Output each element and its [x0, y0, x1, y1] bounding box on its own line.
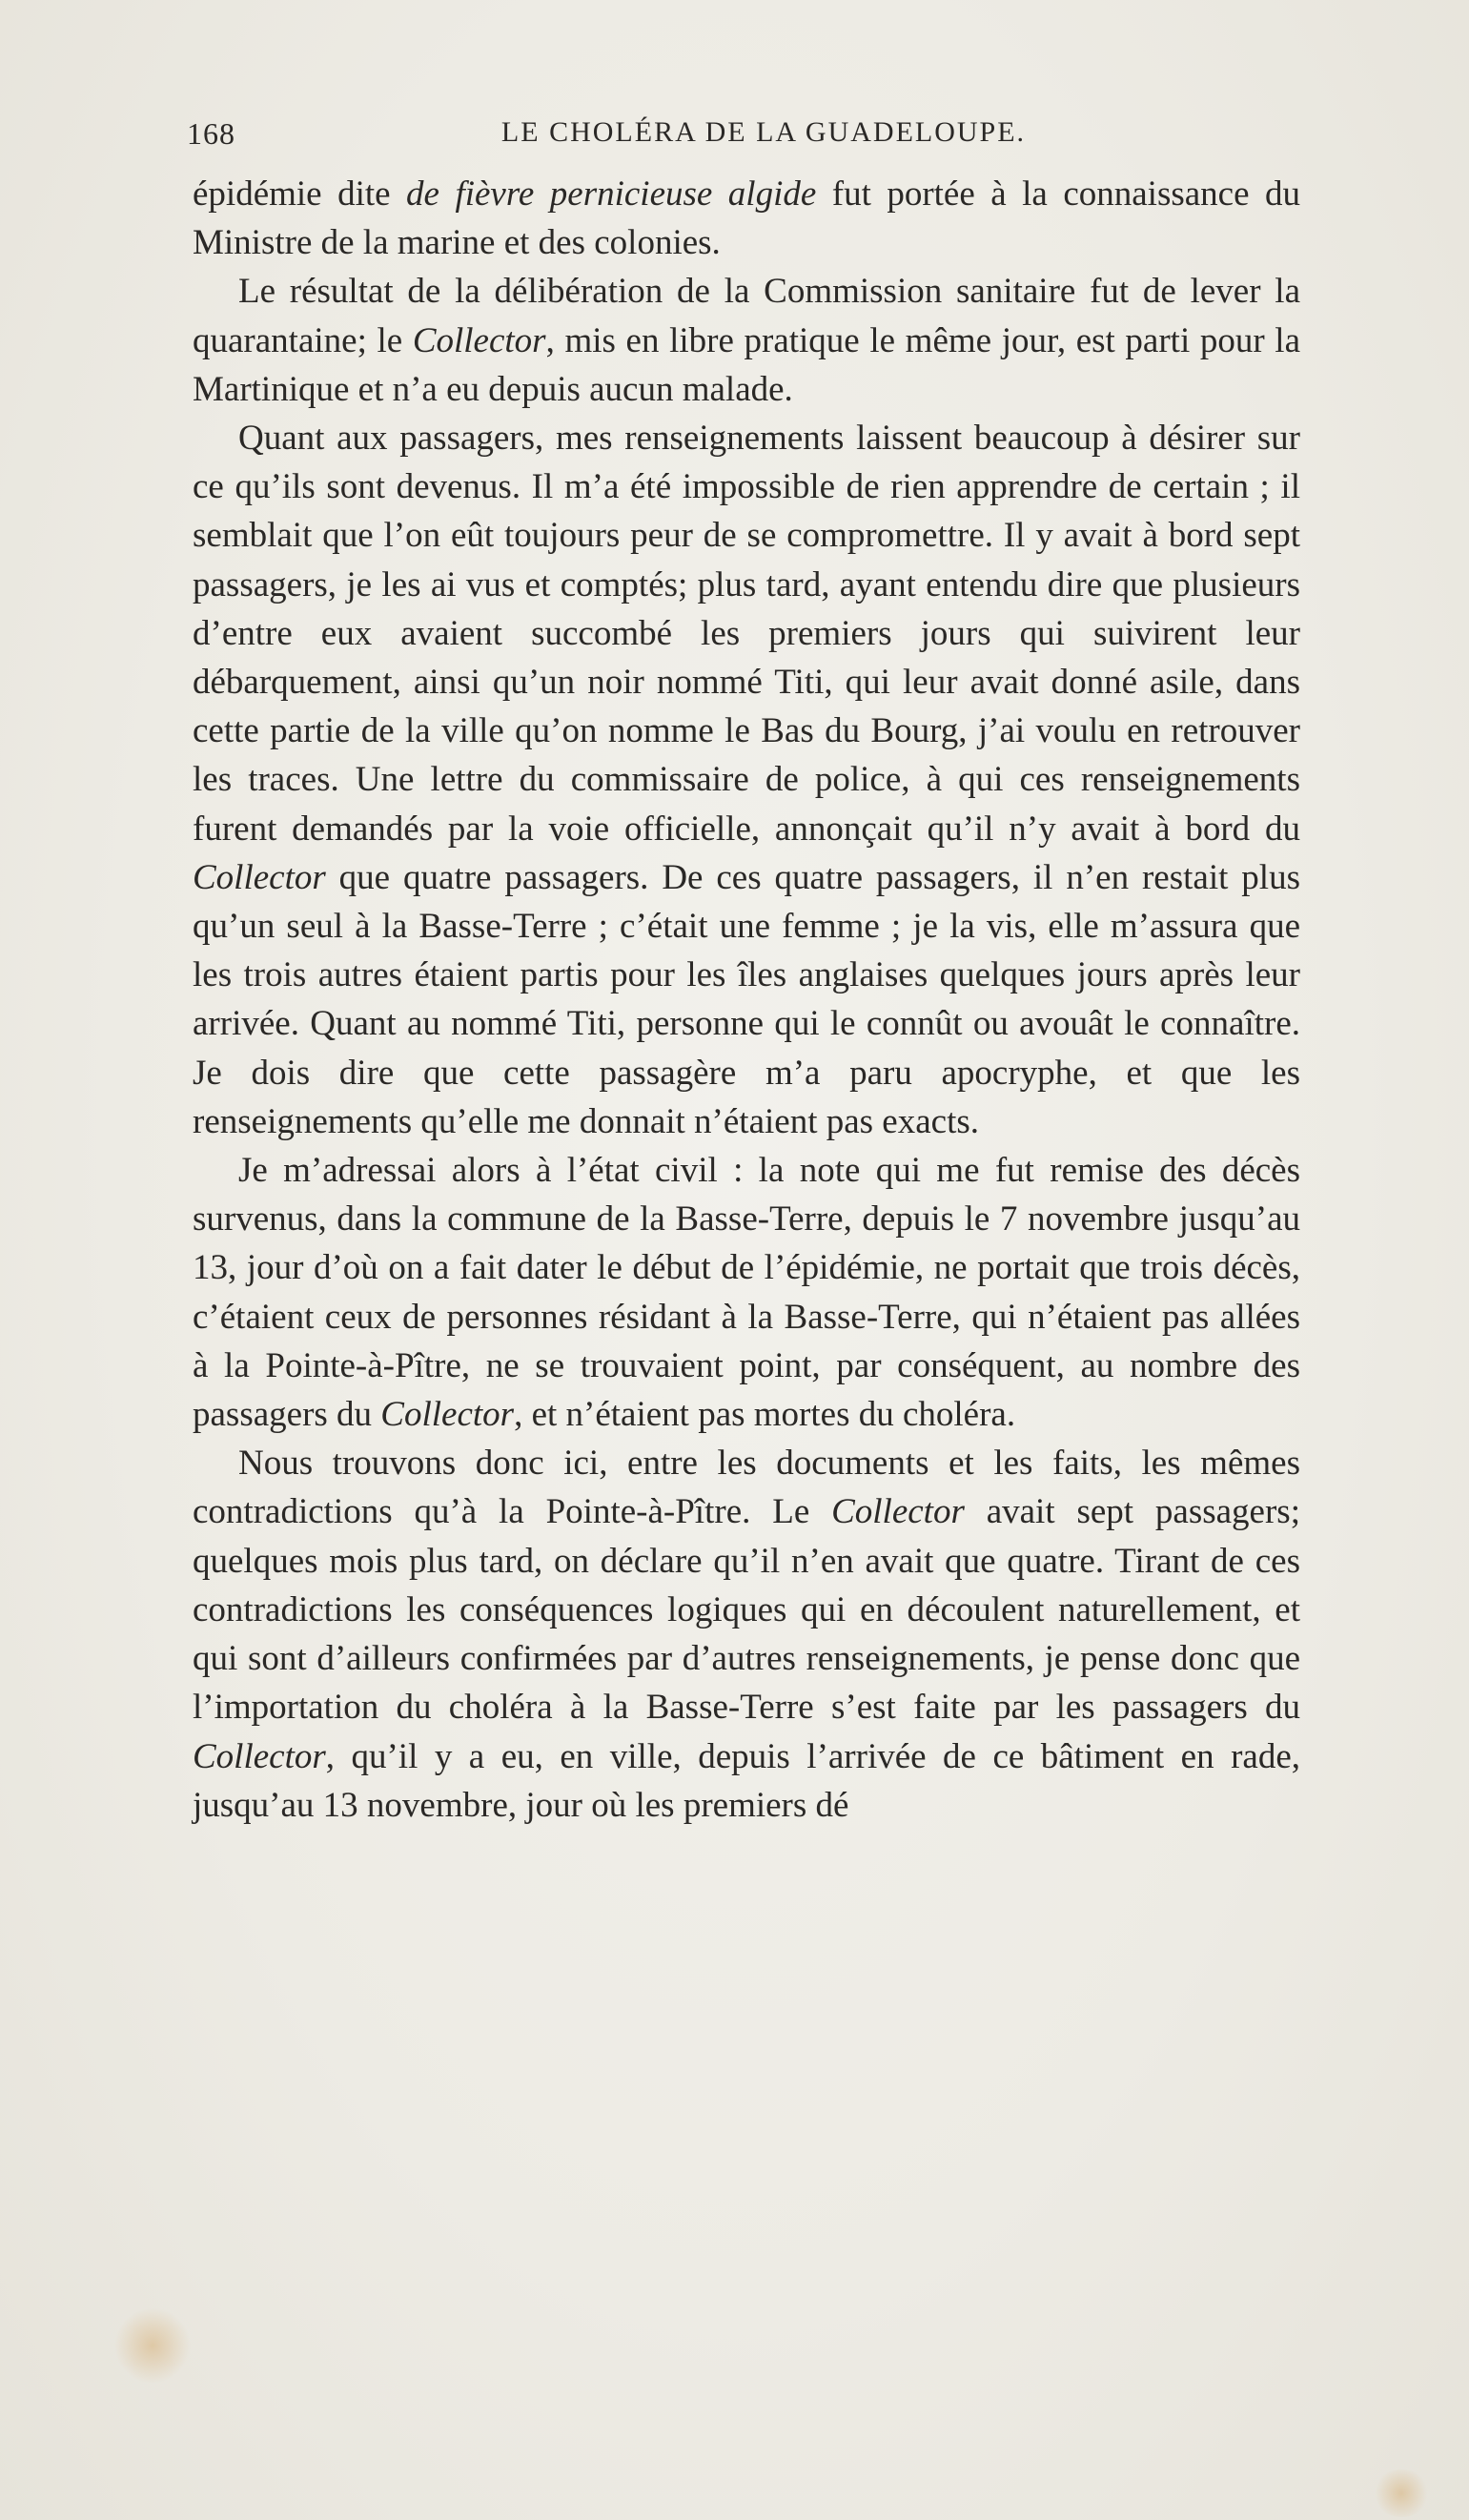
- text-run: Le résultat de la délibération de la Commission sanitaire fut de lever la quarantaine; le: [193, 272, 1300, 360]
- text-run: , mis en libre pratique le même jour, est parti pour la Martinique et n’a eu depuis aucun malade.: [193, 320, 1300, 409]
- page-header: [187, 116, 1302, 162]
- paper-stain: [1373, 2469, 1430, 2517]
- italic-text: de fièvre pernicieuse algide: [406, 174, 817, 214]
- paper-stain: [114, 2307, 191, 2384]
- body-text: [193, 170, 1300, 1830]
- paragraph: [193, 1439, 1300, 1830]
- text-run: Quant aux passagers, mes renseignements laissent beaucoup à désirer sur ce qu’ils sont devenus. Il m’a été impossible de rien apprendre de certain ; il semblait que l’on eût toujours peur de se compromettre. Il y avait à bord sept passagers, je les ai vus et comptés; plus tard, ayant entendu dire que plusieurs d’entre eux avaient succombé les premiers jours qui suivirent leur débarquement, ainsi qu’un noir nommé Titi, qui leur avait donné asile, dans cette partie de la ville qu’on nomme le Bas du Bourg, j’ai voulu en retrouver les traces. Une lettre du commissaire de police, à qui ces renseignements furent demandés par la voie officielle, annonçait qu’il n’y avait à bord du: [193, 419, 1300, 849]
- paragraph: [193, 267, 1300, 414]
- italic-text: Collector: [380, 1395, 515, 1435]
- paragraph: [193, 170, 1300, 267]
- text-run: , et n’étaient pas mortes du choléra.: [514, 1395, 1016, 1435]
- text-run: avait sept passagers; quelques mois plus tard, on déclare qu’il n’en avait que quatre. Tirant de ces contradictions les conséquences logiques qui en découlent naturellement, et qui sont d’ailleurs confirmées par d’autres renseignements, je pense donc que l’importation du choléra à la Basse-Terre s’est faite par les passagers du: [193, 1492, 1300, 1728]
- text-run: épidémie dite: [193, 174, 407, 214]
- text-run: que quatre passagers. De ces quatre passagers, il n’en restait plus qu’un seul à la Basse-Terre ; c’était une femme ; je la vis, elle m’assura que les trois autres étaient partis pour les îles anglaises quelques jours après leur arrivée. Quant au nommé Titi, personne qui le connût ou avouât le connaître. Je dois dire que cette passagère m’a paru apocryphe, et que les renseignements qu’elle me donnait n’étaient pas exacts.: [193, 857, 1300, 1141]
- text-run: , qu’il y a eu, en ville, depuis l’arrivée de ce bâtiment en rade, jusqu’au 13 novembre, jour où les premiers dé: [193, 1736, 1300, 1825]
- paragraph: [193, 1146, 1300, 1439]
- text-run: Je m’adressai alors à l’état civil : la note qui me fut remise des décès survenus, dans la commune de la Basse-Terre, depuis le 7 novembre jusqu’au 13, jour d’où on a fait dater le début de l’épidémie, ne portait que trois décès, c’étaient ceux de personnes résidant à la Basse-Terre, qui n’étaient pas allées à la Pointe-à-Pître, ne se trouvaient point, par conséquent, au nombre des passagers du: [193, 1151, 1300, 1435]
- text-run: Nous trouvons donc ici, entre les documents et les faits, les mêmes contradictions qu’à la Pointe-à-Pître. Le: [193, 1444, 1300, 1532]
- running-title: LE CHOLÉRA DE LA GUADELOUPE.: [500, 116, 1027, 148]
- paragraph: [193, 414, 1300, 1146]
- text-run: fut portée à la connaissance du Ministre de la marine et des colonies.: [193, 174, 1300, 263]
- italic-text: Collector: [193, 857, 326, 897]
- page-number: 168: [187, 116, 235, 151]
- italic-text: Collector: [193, 1736, 326, 1776]
- italic-text: Collector: [412, 320, 546, 360]
- italic-text: Collector: [831, 1492, 965, 1532]
